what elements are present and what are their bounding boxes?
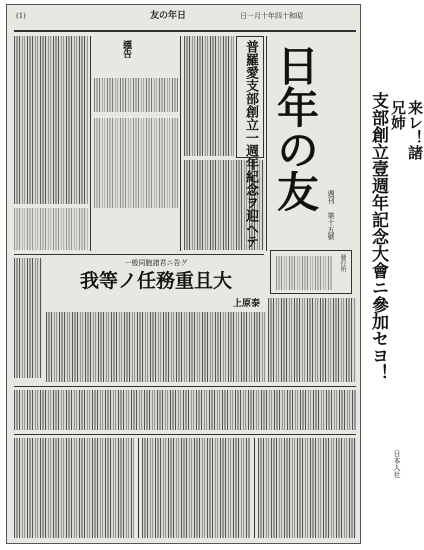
side-banner-footer: 日本人社 <box>393 450 401 478</box>
article-text-bottom-middle <box>142 438 250 538</box>
masthead-edition: 週刊 <box>327 190 335 204</box>
column-divider <box>138 438 139 538</box>
header-paper-title: 友の年日 <box>150 11 187 21</box>
article2-headline: 我等ノ任務重且大 <box>79 270 232 292</box>
masthead-title: 日年の友 <box>271 44 320 212</box>
article-headline: 普羅愛支部創立一週年紀念ヲ迎ヘテ <box>243 40 258 248</box>
publisher-info <box>276 256 332 290</box>
section-rule <box>14 434 356 435</box>
article-text-bottom-right <box>258 438 356 538</box>
notice-list <box>94 118 178 208</box>
header-rule <box>14 30 356 32</box>
article2-author: 上原泰 <box>232 299 260 309</box>
article-text-lower <box>14 390 356 430</box>
column-divider <box>90 36 91 251</box>
text-column-left <box>14 258 42 378</box>
notice-dates <box>14 208 88 250</box>
page-number: (1) <box>16 12 26 20</box>
text-column-left <box>14 36 88 204</box>
article-text <box>184 36 234 156</box>
notice-title: 謹告 <box>121 40 131 58</box>
column-divider <box>180 36 181 251</box>
notice-text <box>94 78 178 112</box>
column-divider <box>254 438 255 538</box>
article-text-right <box>268 298 356 382</box>
section-rule <box>14 254 264 255</box>
section-rule <box>14 386 356 387</box>
column-divider <box>266 36 267 251</box>
article2-text <box>46 312 266 382</box>
publisher-label: 發行所 <box>339 254 346 272</box>
article2-kicker: 一般同胞諸君ニ告グ <box>124 259 188 267</box>
side-banner-top: 来レ！諸兄姉 <box>389 100 424 160</box>
header-date-line: 日一月十年四十和昭 <box>240 12 303 20</box>
issue-number: 第十五號 <box>327 212 335 240</box>
side-banner-main: 支部創立壹週年記念大會ニ參加セヨ！ <box>368 92 388 381</box>
article-text-bottom-left <box>14 438 134 538</box>
